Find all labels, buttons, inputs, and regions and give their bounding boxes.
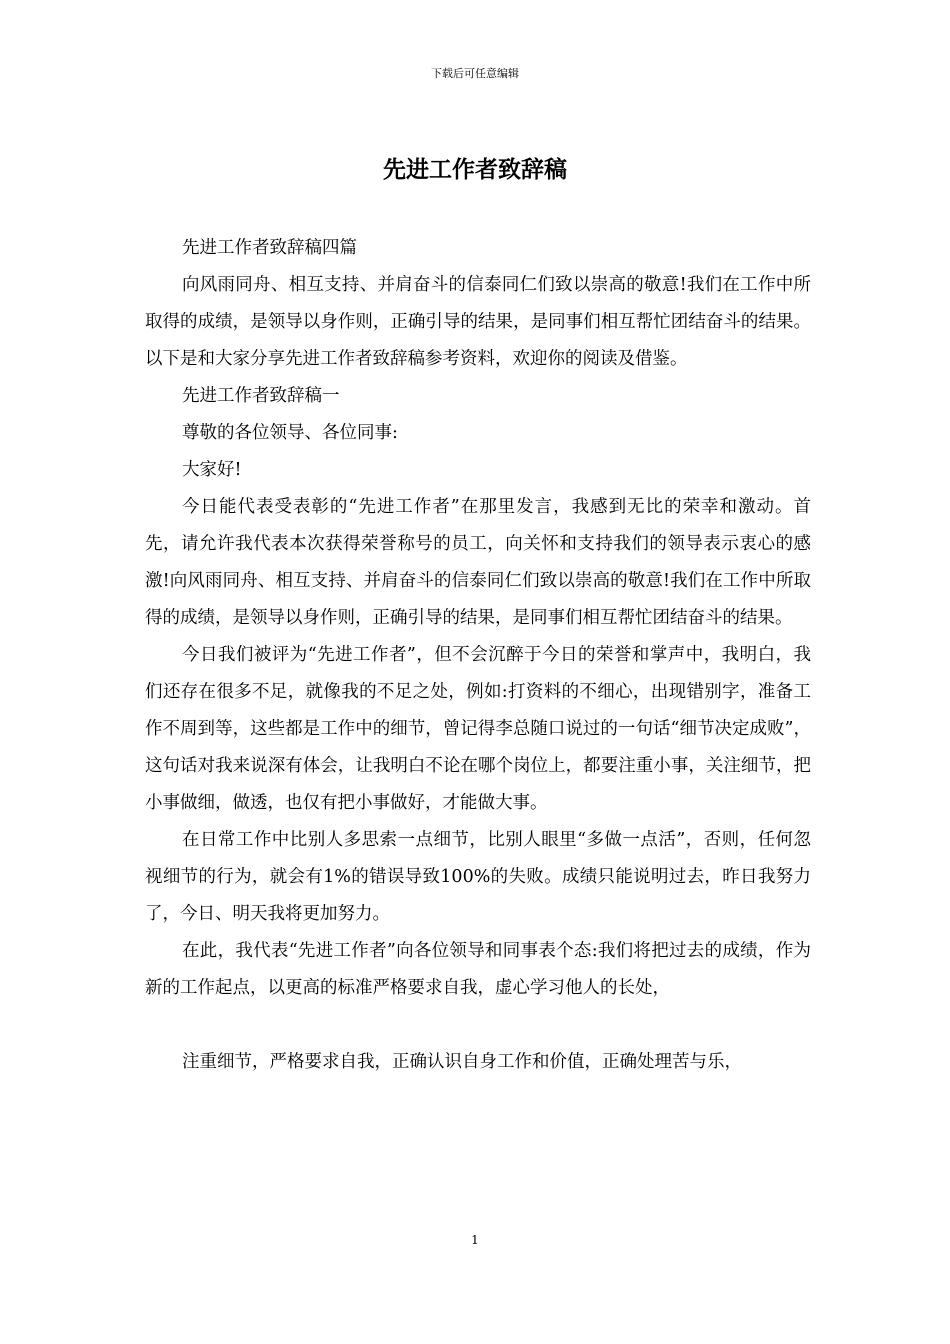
paragraph-section-heading: 先进工作者致辞稿一 (182, 386, 340, 406)
paragraph-body: 今日我们被评为“先进工作者”，但不会沉醉于今日的荣誉和掌声中，我明白，我们还存在很多不足，就像我的不足之处，例如:打资料的不细心，出现错别字，准备工作不周到等，这些都是工作中的细节，曾记得李总随口说过的一句话“细节决定成败”，这句话对我来说深有体会，让我明白不论在哪个岗位上，都要注重小事，关注细节，把小事做细，做透，也仅有把小事做好，才能做大事。 (145, 645, 811, 813)
paragraph-body: 在此，我代表“先进工作者”向各位领导和同事表个态:我们将把过去的成绩，作为新的工作起点，以更高的标准严格要求自我，虚心学习他人的长处， (145, 941, 811, 998)
paragraph-body: 在日常工作中比别人多思索一点细节，比别人眼里“多做一点活”，否则，任何忽视细节的行为，就会有1%的错误导致100%的失败。成绩只能说明过去，昨日我努力了，今日、明天我将更加努力。 (145, 830, 811, 924)
paragraph-salutation: 尊敬的各位领导、各位同事: (182, 423, 398, 443)
paragraph-body: 今日能代表受表彰的“先进工作者”在那里发言，我感到无比的荣幸和激动。首先，请允许我代表本次获得荣誉称号的员工，向关怀和支持我们的领导表示衷心的感激!向风雨同舟、相互支持、并肩奋斗的信泰同仁们致以崇高的敬意!我们在工作中所取得的成绩，是领导以身作则，正确引导的结果，是同事们相互帮忙团结奋斗的结果。 (145, 497, 811, 628)
paragraph-body: 注重细节，严格要求自我，正确认识自身工作和价值，正确处理苦与乐， (182, 1052, 742, 1072)
paragraph-subtitle: 先进工作者致辞稿四篇 (182, 238, 357, 258)
page-number: 1 (471, 1233, 479, 1247)
page-header-note: 下载后可任意编辑 (431, 67, 519, 80)
paragraph-intro: 向风雨同舟、相互支持、并肩奋斗的信泰同仁们致以崇高的敬意!我们在工作中所取得的成绩，是领导以身作则，正确引导的结果，是同事们相互帮忙团结奋斗的结果。以下是和大家分享先进工作者致辞稿参考资料，欢迎你的阅读及借鉴。 (145, 275, 811, 369)
document-body (145, 230, 811, 1081)
paragraph-greeting: 大家好! (182, 460, 242, 480)
document-title: 先进工作者致辞稿 (383, 156, 567, 183)
